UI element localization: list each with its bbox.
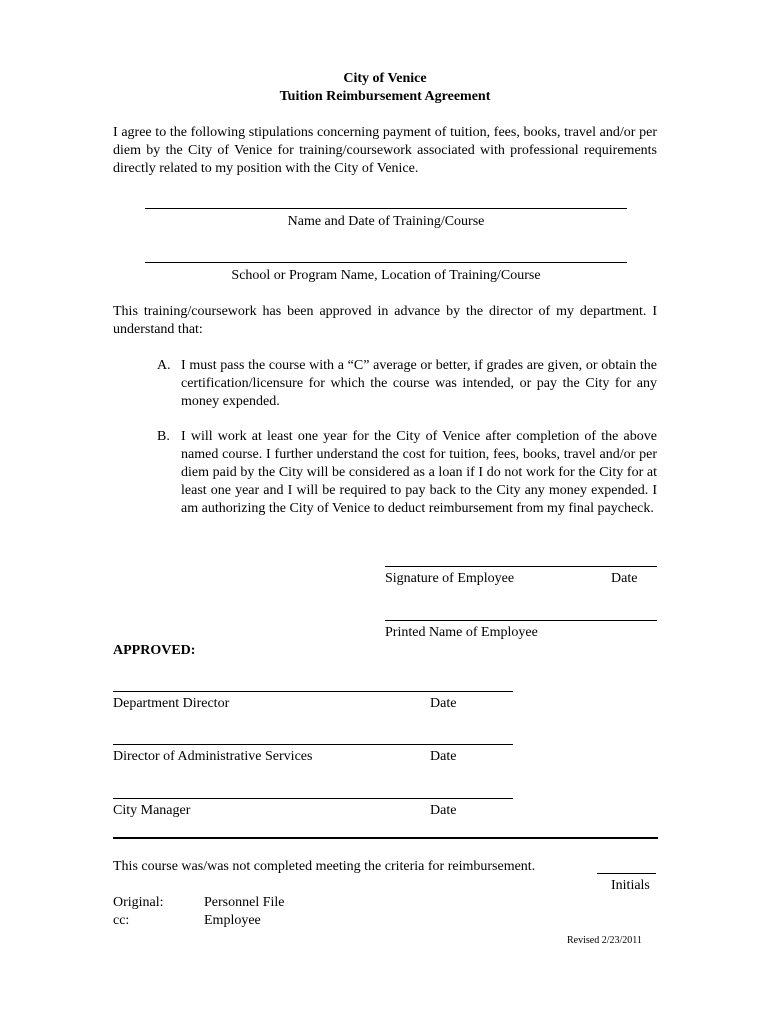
- condition-b-marker: B.: [157, 429, 170, 444]
- cc-value: Employee: [204, 913, 261, 928]
- completion-statement: This course was/was not completed meeting the criteria for reimbursement.: [113, 859, 536, 874]
- city-manager-line[interactable]: [113, 798, 513, 799]
- school-caption: School or Program Name, Location of Training/Course: [231, 268, 541, 283]
- admin-services-director-line[interactable]: [113, 744, 513, 745]
- cc-label: cc:: [113, 913, 130, 928]
- employee-signature-label: Signature of Employee: [385, 571, 515, 586]
- course-name-line[interactable]: [145, 208, 627, 209]
- course-name-caption: Name and Date of Training/Course: [287, 214, 485, 229]
- department-director-date-label: Date: [430, 696, 457, 711]
- document-title: City of Venice: [343, 71, 427, 86]
- printed-name-label: Printed Name of Employee: [385, 625, 538, 640]
- approved-heading: APPROVED:: [113, 643, 196, 658]
- document-header: [0, 70, 770, 106]
- department-director-label: Department Director: [113, 696, 230, 711]
- condition-a-text: I must pass the course with a “C” average or better, if grades are given, or obtain the certification/licensure for which the course was intended, or pay the City for any money expended.: [181, 358, 657, 409]
- printed-name-line[interactable]: [385, 620, 657, 621]
- approval-statement: This training/coursework has been approved in advance by the director of my department. I understand that:: [113, 304, 657, 337]
- department-director-line[interactable]: [113, 691, 513, 692]
- city-manager-label: City Manager: [113, 803, 191, 818]
- revision-date: Revised 2/23/2011: [567, 935, 642, 946]
- initials-line[interactable]: [597, 873, 656, 874]
- condition-a-marker: A.: [157, 358, 171, 373]
- school-line[interactable]: [145, 262, 627, 263]
- admin-services-director-date-label: Date: [430, 749, 457, 764]
- original-value: Personnel File: [204, 895, 285, 910]
- employee-signature-line[interactable]: [385, 566, 657, 567]
- section-divider: [113, 837, 658, 839]
- employee-date-label: Date: [611, 571, 638, 586]
- original-label: Original:: [113, 895, 164, 910]
- document-subtitle: Tuition Reimbursement Agreement: [279, 89, 491, 104]
- initials-label: Initials: [611, 878, 650, 893]
- admin-services-director-label: Director of Administrative Services: [113, 749, 313, 764]
- city-manager-date-label: Date: [430, 803, 457, 818]
- condition-b-text: I will work at least one year for the City of Venice after completion of the above named course. I further understand the cost for tuition, fees, books, travel and/or per diem paid by the City will be considered as a loan if I do not work for the City for at least one year and I will be required to pay back to the City any money expended. I am authorizing the City of Venice to deduct reimbursement from my final paycheck.: [181, 429, 657, 516]
- intro-paragraph: I agree to the following stipulations concerning payment of tuition, fees, books, travel and/or per diem by the City of Venice for training/coursework associated with professional requirements directly related to my position with the City of Venice.: [113, 125, 657, 176]
